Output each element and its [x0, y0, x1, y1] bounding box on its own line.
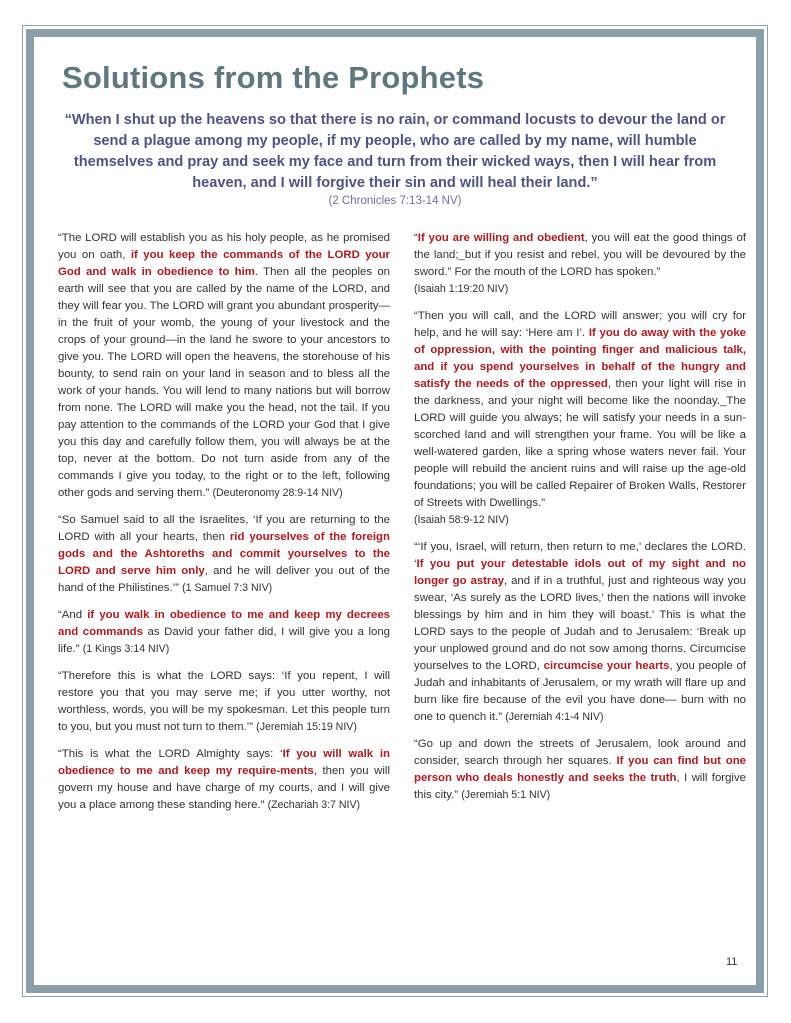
scripture-reference: (Isaiah 58:9-12 NIV): [414, 514, 509, 526]
passage-text: , I will forgive this city.”: [414, 772, 746, 801]
passage-text: , you people of Judah and inhabitants of Jerusalem, or my wrath will flare up and burn like fire because of the evil you have done— burn with no one to quench it.”: [414, 660, 747, 723]
highlighted-condition: If you do away with the yoke of oppression, with the pointing finger and malicious talk, and if you spend yourselves in behalf of the hungry and satisfy the needs of the oppressed: [414, 327, 746, 390]
page-number: 11: [726, 956, 738, 968]
scripture-reference: (Zechariah 3:7 NIV): [267, 799, 361, 811]
passage-text: , and if in a truthful, just and righteous way you swear, ‘As surely as the LORD lives,’ then the nations will invoke blessings by him and in him they will boast.’ This is what the LORD says to the people of Judah and to Jerusalem: ‘Break up your unplowed ground and do not sow among thorns. Circumcise yourselves to the LORD,: [414, 575, 746, 672]
passage-text: “Go up and down the streets of Jerusalem, look around and consider, search through her squares.: [414, 738, 746, 767]
highlighted-condition: if you walk in obedience to me and keep my decrees and commands: [58, 609, 390, 638]
scripture-passage: [58, 607, 390, 658]
right-column: [414, 230, 746, 814]
scripture-passage: [58, 512, 390, 597]
passage-text: “‘If you, Israel, will return, then return to me,’ declares the LORD. ‘: [414, 541, 746, 570]
scripture-reference: (Jeremiah 15:19 NIV): [256, 721, 357, 733]
passage-text: . Then all the peoples on earth will see that you are called by the name of the LORD, and they will fear you. The LORD will grant you abundant prosperity—in the fruit of your womb, the young of your livestock and the crops of your ground—in the land he swore to your ancestors to give you. The LORD will open the heavens, the storehouse of his bounty, to send rain on your land in season and to bless all the work of your hands. You will lend to many nations but will borrow from none. The LORD will make you the head, not the tail. If you pay attention to the commands of the LORD your God that I give you this day and carefully follow them, you will always be at the top, never at the bottom. Do not turn aside from any of the commands I give you today, to the right or to the left, following other gods and serving them.”: [58, 266, 391, 499]
scripture-reference: (Jeremiah 4:1-4 NIV): [505, 711, 604, 723]
passage-text: , you will eat the good things of the land;_but if you resist and rebel, you will be devoured by the sword.” For the mouth of the LORD has spoken.”: [414, 232, 746, 278]
scripture-reference: (1 Samuel 7:3 NIV): [182, 582, 273, 594]
passage-text: as David your father did, I will give you a long life.”: [58, 626, 390, 655]
passage-text: “Therefore this is what the LORD says: ‘If you repent, I will restore you that you may serve me; if you utter worthy, not worthless, words, you will be my spokesman. Let this people turn to you, but you must not turn to them.’”: [58, 670, 390, 733]
page-title: Solutions from the Prophets: [62, 60, 485, 95]
passage-text: , and he will deliver you out of the hand of the Philistines.’”: [58, 565, 390, 594]
scripture-passage: [58, 746, 390, 814]
scripture-passage: [58, 668, 390, 736]
highlighted-condition: If you are willing and obedient: [417, 232, 585, 244]
passage-text: “This is what the LORD Almighty says: ‘: [58, 748, 283, 760]
passage-text: “: [414, 232, 418, 244]
highlighted-condition: if you keep the commands of the LORD your God and walk in obedience to him: [58, 249, 390, 278]
scripture-passage: [58, 230, 390, 502]
lead-quote: “When I shut up the heavens so that there is no rain, or command locusts to devour the land or send a plague among my people, if my people, who are called by my name, will humble themselves and pray and seek my face and turn from their wicked ways, then I will hear from heaven, and I will forgive their sin and will heal their land.”: [64, 112, 726, 191]
scripture-passage: [414, 539, 746, 726]
highlighted-condition: If you will walk in obedience to me and keep my require-ments: [58, 748, 390, 777]
highlighted-condition: rid yourselves of the foreign gods and the Ashtoreths and commit yourselves to the LORD and serve him only: [58, 531, 390, 577]
passage-text: , then your light will rise in the darkness, and your night will become like the noonday._The LORD will guide you always; he will satisfy your needs in a sun-scorched land and will strengthen your frame. You will be like a well-watered garden, like a spring whose waters never fail. Your people will rebuild the ancient ruins and will raise up the age-old foundations; you will be called Repairer of Broken Walls, Restorer of Streets with Dwellings.”: [414, 378, 746, 509]
highlighted-condition: circumcise your hearts: [543, 660, 670, 672]
scripture-passage: [414, 230, 746, 298]
highlighted-condition: If you put your detestable idols out of my sight and no longer go astray: [414, 558, 746, 587]
passage-text: “Then you will call, and the LORD will answer; you will cry for help, and he will say: ‘Here am I’.: [414, 310, 746, 339]
scripture-reference: (Isaiah 1:19:20 NIV): [414, 283, 509, 295]
scripture-passage: [414, 308, 746, 529]
scripture-reference: (Deuteronomy 28:9-14 NIV): [212, 487, 343, 499]
passage-text: “So Samuel said to all the Israelites, ‘If you are returning to the LORD with all your hearts, then: [58, 514, 390, 543]
highlighted-condition: If you can find but one person who deals honestly and seeks the truth: [414, 755, 747, 784]
passage-text: , then you will govern my house and have charge of my courts, and I will give you a place among these standing here.”: [58, 765, 390, 811]
scripture-reference: (1 Kings 3:14 NIV): [82, 643, 170, 655]
scripture-reference: (Jeremiah 5:1 NIV): [461, 789, 551, 801]
scripture-passage: [414, 736, 746, 804]
passage-text: “The LORD will establish you as his holy people, as he promised you on oath,: [58, 232, 390, 261]
lead-quote-reference: (2 Chronicles 7:13-14 NV): [328, 195, 462, 207]
passage-text: “And: [58, 609, 88, 621]
left-column: [58, 230, 390, 824]
